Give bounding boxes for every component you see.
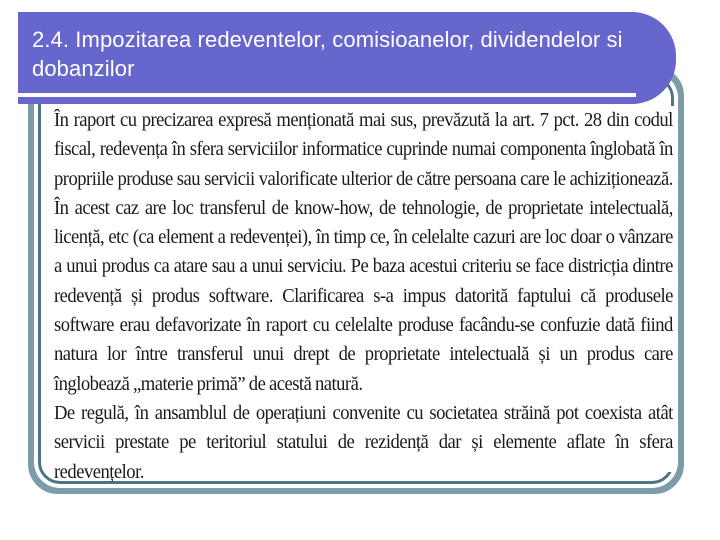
- slide-title: 2.4. Impozitarea redeventelor, comisioanelor, dividendelor si dobanzilor: [32, 27, 623, 81]
- scanned-paragraph-2: De regulă, în ansamblul de operațiuni convenite cu societatea străină pot coexista atât servicii prestate pe teritoriul statului de rezidență dar și elemente aflate în sfera redevențelor.: [54, 402, 673, 483]
- title-underline: [18, 93, 636, 97]
- title-bar: [18, 12, 676, 104]
- scanned-paragraph-1: În raport cu precizarea expresă menționată mai sus, prevăzută la art. 7 pct. 28 din codul fiscal, redevența în sfera serviciilor informatice cuprinde numai componenta înglobată în propriile produse sau servicii valorificate ulterior de către persoana care le achiziționează. În acest caz are loc transferul de know-how, de tehnologie, de proprietate intelectuală, licență, etc (ca element a redevenței), în timp ce, în celelalte cazuri are loc doar o vânzare a unui produs ca atare sau a unui serviciu. Pe baza acestui criteriu se face districția dintre redevență și produs software. Clarificarea s-a impus datorită faptului că produsele software erau defavorizate în raport cu celelalte produse facându-se confuzie dată fiind natura lor între transferul unui drept de proprietate intelectuală și un produs care înglobează „materie primă” de acestă natură.: [54, 110, 673, 395]
- scanned-text-image: [44, 106, 676, 483]
